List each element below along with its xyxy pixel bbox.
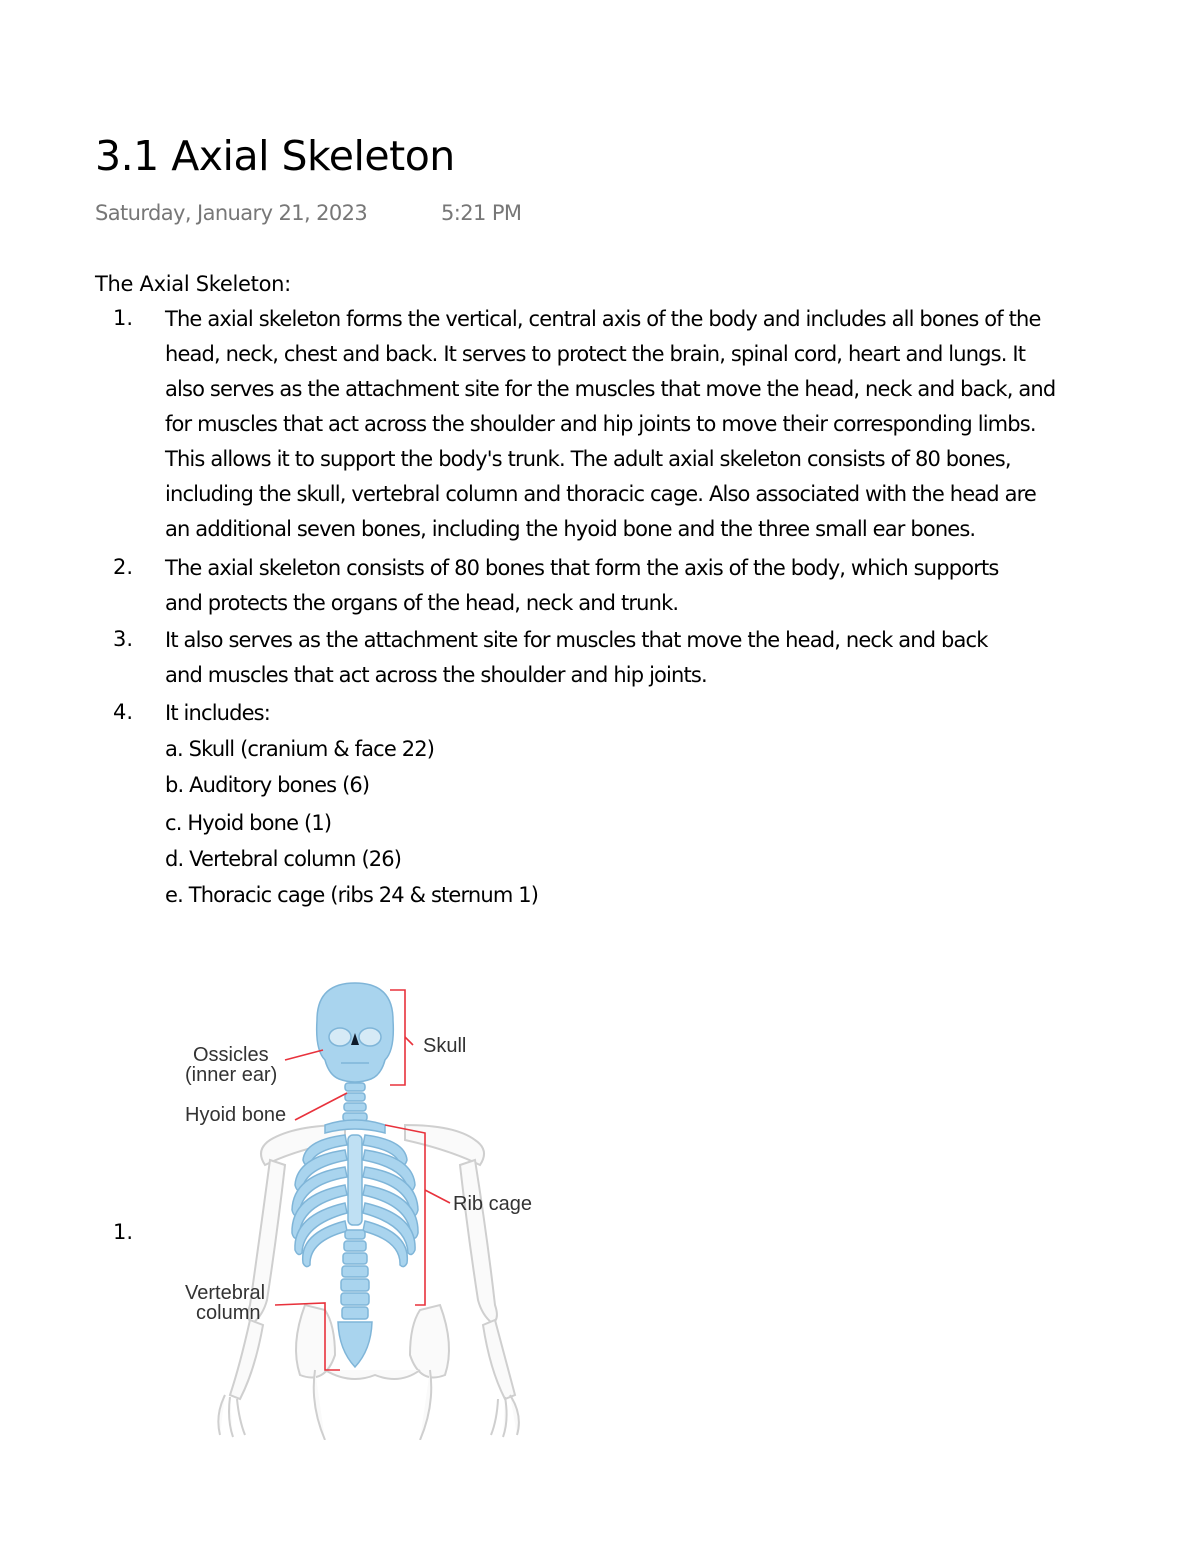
ossicles-leader [285,1050,323,1060]
list-item-line: The axial skeleton consists of 80 bones that form the axis of the body, which supports [165,556,999,580]
label-hyoid-bone: Hyoid bone [185,1104,287,1126]
list-item-line: It includes: [165,701,271,725]
label-skull: Skull [423,1035,467,1057]
list-item-line: including the skull, vertebral column and thoracic cage. Also associated with the head are [165,482,1036,506]
label-ossicles: Ossicles [193,1044,269,1066]
hyoid-leader [295,1093,347,1120]
list-item-line: and muscles that act across the shoulder and hip joints. [165,663,707,687]
label-column: column [196,1302,261,1324]
axial-skeleton-figure [175,975,570,1440]
list-marker: 4. [113,700,134,724]
list-item-line: and protects the organs of the head, neck and trunk. [165,591,679,615]
sub-item-auditory: b. Auditory bones (6) [165,773,370,797]
sub-item-thoracic: e. Thoracic cage (ribs 24 & sternum 1) [165,883,539,907]
list-item-line: The axial skeleton forms the vertical, central axis of the body and includes all bones of the [165,307,1041,331]
skull-shape [317,983,394,1082]
list-marker: 1. [113,306,134,330]
list-item-line: for muscles that act across the shoulder and hip joints to move their corresponding limbs. [165,412,1036,436]
label-inner-ear: (inner ear) [185,1064,278,1086]
list-item-line: also serves as the attachment site for the muscles that move the head, neck and back, and [165,377,1056,401]
page-title: 3.1 Axial Skeleton [95,132,455,180]
list-marker: 2. [113,555,134,579]
list-item-line: head, neck, chest and back. It serves to protect the brain, spinal cord, heart and lungs. It [165,342,1026,366]
list-item-line: It also serves as the attachment site for muscles that move the head, neck and back [165,628,988,652]
page-date: Saturday, January 21, 2023 [95,201,368,225]
sub-item-vertebral: d. Vertebral column (26) [165,847,402,871]
figure-list-marker: 1. [113,1220,134,1244]
sub-item-hyoid: c. Hyoid bone (1) [165,811,332,835]
label-vertebral: Vertebral [185,1282,266,1304]
list-item-line: an additional seven bones, including the hyoid bone and the three small ear bones. [165,517,976,541]
page-time: 5:21 PM [441,201,522,225]
section-heading: The Axial Skeleton: [95,272,291,296]
list-item-line: This allows it to support the body's trunk. The adult axial skeleton consists of 80 bones, [165,447,1011,471]
label-rib-cage: Rib cage [453,1193,532,1215]
list-marker: 3. [113,627,134,651]
sub-item-skull: a. Skull (cranium & face 22) [165,737,435,761]
